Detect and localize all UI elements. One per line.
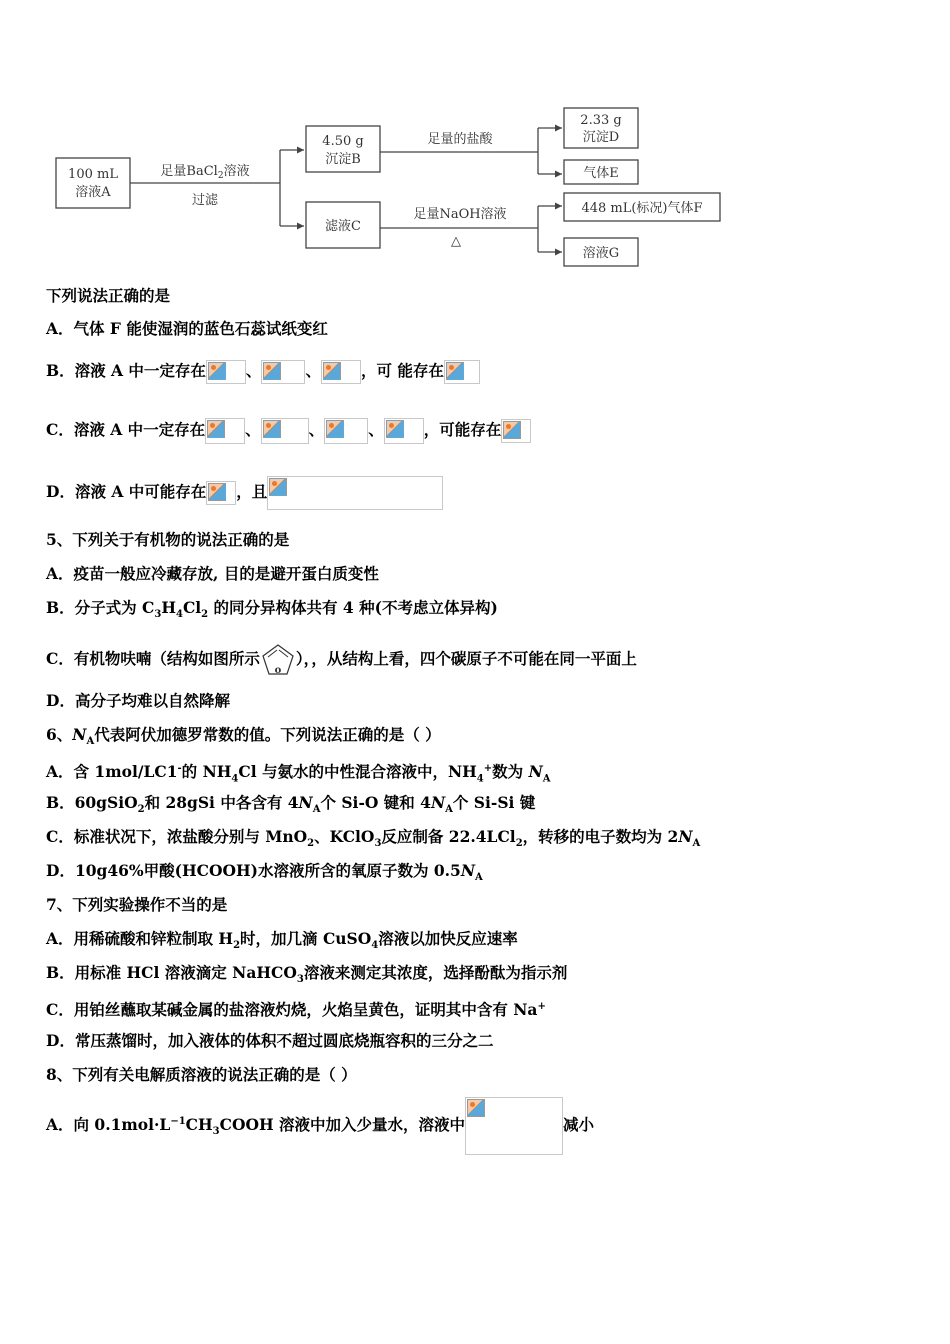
q5-stem: 5、下列关于有机物的说法正确的是 xyxy=(46,530,290,549)
q4-option-b: B．溶液 A 中一定存在 、 、 ，可 能存在 xyxy=(46,360,480,384)
q5-option-b: B．分子式为 $C_3H_4Cl_2$ 的同分异构体共有 4 种(不考虑立体异构) xyxy=(46,598,498,621)
broken-image-icon xyxy=(321,360,361,384)
filtrate-c-label: 滤液C xyxy=(325,219,361,234)
broken-image-icon xyxy=(261,418,309,444)
reagent-hcl: 足量的盐酸 xyxy=(427,132,493,147)
q7-option-a: A．用稀硫酸和锌粒制取 $H_2$时，加几滴 CuSO$_4$溶液以加快反应速率 xyxy=(46,929,518,952)
broken-image-icon xyxy=(267,476,443,510)
broken-image-icon xyxy=(384,418,424,444)
reagent-naoh: 足量NaOH溶液 xyxy=(413,207,507,222)
precip-d-label: 沉淀D xyxy=(582,130,620,145)
broken-image-icon xyxy=(465,1097,563,1155)
precip-b-mass: 4.50 g xyxy=(322,134,364,149)
q6-stem: 6、$N_A$代表阿伏加德罗常数的值。下列说法正确的是（ ） xyxy=(46,725,441,748)
broken-image-icon xyxy=(206,481,236,505)
q7-option-d: D．常压蒸馏时，加入液体的体积不超过圆底烧瓶容积的三分之二 xyxy=(46,1031,494,1050)
q4-option-d: D．溶液 A 中可能存在 ，且 xyxy=(46,476,443,510)
q7-option-c: C．用铂丝蘸取某碱金属的盐溶液灼烧，火焰呈黄色，证明其中含有 Na+ xyxy=(46,1000,546,1020)
q6-option-a: A．含 1mol/LC1-的 $NH_4Cl$ 与氨水的中性混合溶液中，$NH_4^+$数为 $N_A$ xyxy=(46,762,551,785)
svg-text:o: o xyxy=(274,665,282,676)
q5-option-d: D．高分子均难以自然降解 xyxy=(46,691,230,710)
gas-f-label: 448 mL(标况)气体F xyxy=(581,201,703,216)
q8-option-a: A．向 $0.1mol\cdot L^{-1}CH_3COOH$ 溶液中加入少量水，溶液中 减小 xyxy=(46,1097,594,1155)
heat-symbol: △ xyxy=(451,234,461,249)
solution-a-volume: 100 mL xyxy=(68,167,118,182)
q4-stem: 下列说法正确的是 xyxy=(46,286,171,305)
q6-option-b: B．60gSiO$_2$和 28gSi 中各含有 $4N_A$个 Si-O 键和 $4N_A$个 Si-Si 键 xyxy=(46,793,536,816)
precip-d-mass: 2.33 g xyxy=(580,113,622,128)
q8-stem: 8、下列有关电解质溶液的说法正确的是（ ） xyxy=(46,1065,357,1084)
furan-structure-icon xyxy=(260,641,296,679)
broken-image-icon xyxy=(501,419,531,443)
q4-option-c: C．溶液 A 中一定存在 、 、 、 ，可能存在 xyxy=(46,418,531,444)
q6-option-c: C．标准状况下，浓盐酸分别与 MnO$_2$、KClO$_3$反应制备 22.4LCl$_2$，转移的电子数均为 $2N_A$ xyxy=(46,827,701,850)
precip-b-label: 沉淀B xyxy=(325,152,361,167)
reagent-bacl2: 足量BaCl$_2$溶液 xyxy=(160,164,250,181)
q7-option-b: B．用标准 HCl 溶液滴定 NaHCO$_3$溶液来测定其浓度，选择酚酞为指示剂 xyxy=(46,963,568,986)
q5-option-c: C．有机物呋喃（结构如图所示 o ），，从结构上看，四个碳原子不可能在同一平面上 xyxy=(46,641,637,679)
solution-a-label: 溶液A xyxy=(75,185,111,200)
q6-option-d: D．10g46%甲酸(HCOOH)水溶液所含的氧原子数为 $0.5N_A$ xyxy=(46,861,483,884)
broken-image-icon xyxy=(205,418,245,444)
broken-image-icon xyxy=(324,418,368,444)
solution-g-label: 溶液G xyxy=(582,246,620,261)
q4-option-a: A．气体 F 能使湿润的蓝色石蕊试纸变红 xyxy=(46,319,328,338)
q5-option-a: A．疫苗一般应冷藏存放, 目的是避开蛋白质变性 xyxy=(46,564,379,583)
filter-label: 过滤 xyxy=(191,193,219,208)
broken-image-icon xyxy=(261,360,305,384)
flow-diagram xyxy=(50,100,730,275)
q7-stem: 7、下列实验操作不当的是 xyxy=(46,895,228,914)
box-solution-a xyxy=(56,158,130,208)
broken-image-icon xyxy=(444,360,480,384)
gas-e-label: 气体E xyxy=(583,166,619,181)
broken-image-icon xyxy=(206,360,246,384)
